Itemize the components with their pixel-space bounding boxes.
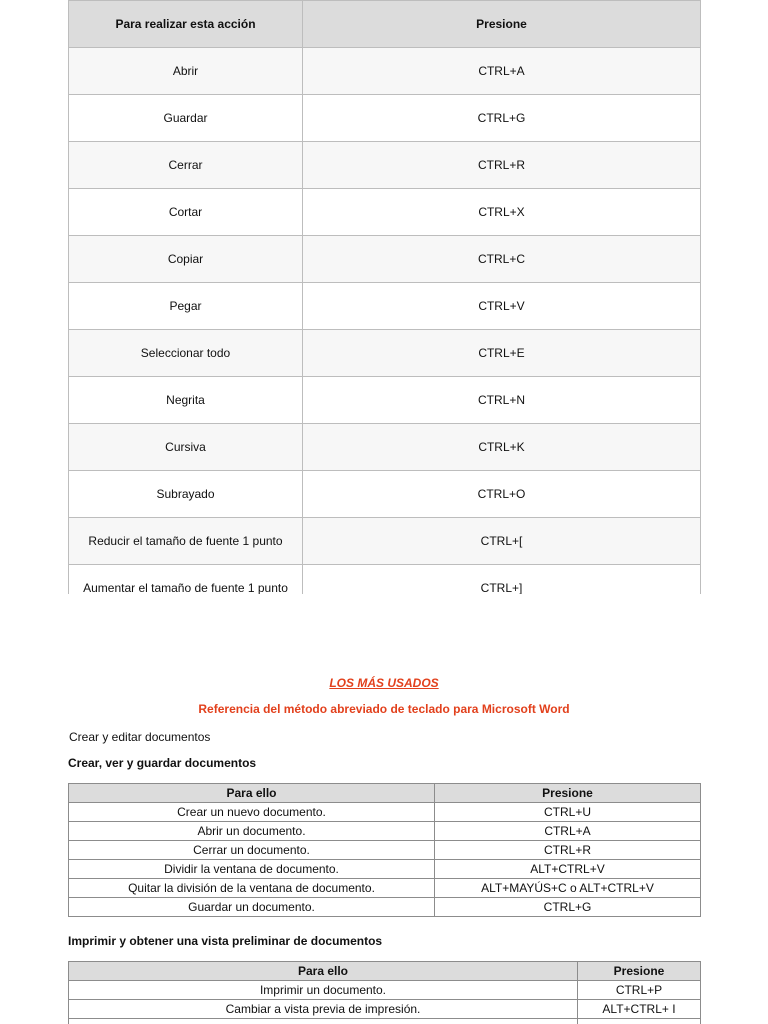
action-cell: Copiar <box>69 236 303 283</box>
table-row <box>69 48 701 95</box>
shortcut-cell: ALT+MAYÚS+C o ALT+CTRL+V <box>435 879 701 898</box>
shortcut-cell: CTRL+K <box>303 424 701 471</box>
action-cell: Dividir la ventana de documento. <box>69 860 435 879</box>
shortcut-cell: CTRL+A <box>435 822 701 841</box>
shortcut-cell: CTRL+C <box>303 236 701 283</box>
table-row <box>69 330 701 377</box>
action-cell: Cortar <box>69 189 303 236</box>
column-header-press: Presione <box>435 784 701 803</box>
action-cell: Abrir <box>69 48 303 95</box>
table-row <box>69 236 701 283</box>
table-row <box>69 283 701 330</box>
table-row <box>69 860 701 879</box>
table-row <box>69 565 701 595</box>
shortcut-cell: CTRL+V <box>303 283 701 330</box>
column-header-to-do: Para ello <box>69 784 435 803</box>
table-row <box>69 879 701 898</box>
shortcut-cell: ALT+CTRL+V <box>435 860 701 879</box>
table-row <box>69 1000 701 1019</box>
print-preview-table <box>68 961 701 1024</box>
column-header-to-do: Para ello <box>69 962 578 981</box>
table-row <box>69 189 701 236</box>
create-view-save-table <box>68 783 701 917</box>
action-cell: Pegar <box>69 283 303 330</box>
action-cell: Guardar un documento. <box>69 898 435 917</box>
shortcut-cell: ALT+CTRL+ I <box>578 1000 701 1019</box>
table-row <box>69 471 701 518</box>
shortcut-cell: CTRL+O <box>303 471 701 518</box>
shortcut-table <box>68 0 701 594</box>
section-heading-link[interactable]: LOS MÁS USADOS <box>329 676 439 690</box>
action-cell: Cerrar un documento. <box>69 841 435 860</box>
table-row <box>69 841 701 860</box>
action-cell: Cursiva <box>69 424 303 471</box>
shortcut-cell: CTRL+X <box>303 189 701 236</box>
subsection-title-print: Imprimir y obtener una vista preliminar de documentos <box>68 934 383 948</box>
table-row <box>69 981 701 1000</box>
action-cell: Guardar <box>69 95 303 142</box>
action-cell: Reducir el tamaño de fuente 1 punto <box>69 518 303 565</box>
shortcut-cell: CTRL+G <box>303 95 701 142</box>
column-header-press: Presione <box>578 962 701 981</box>
shortcut-cell: CTRL+R <box>303 142 701 189</box>
action-cell: Seleccionar todo <box>69 330 303 377</box>
shortcut-cell: CTRL+P <box>578 981 701 1000</box>
action-cell: Crear un nuevo documento. <box>69 803 435 822</box>
shortcut-cell: CTRL+R <box>435 841 701 860</box>
shortcut-cell: CTRL+U <box>435 803 701 822</box>
subsection-title-create: Crear, ver y guardar documentos <box>68 756 257 770</box>
table-row <box>69 822 701 841</box>
shortcut-cell: CTRL+N <box>303 377 701 424</box>
table-row <box>69 1019 701 1024</box>
action-cell: Quitar la división de la ventana de documento. <box>69 879 435 898</box>
shortcut-cell: CTRL+A <box>303 48 701 95</box>
column-header-press: Presione <box>303 1 701 48</box>
table-header-row <box>69 962 701 981</box>
table-row <box>69 424 701 471</box>
intro-text: Crear y editar documentos <box>69 730 211 744</box>
table-header-row <box>69 784 701 803</box>
shortcut-cell: CTRL+] <box>303 565 701 595</box>
shortcut-cell: CTRL+[ <box>303 518 701 565</box>
table-row <box>69 898 701 917</box>
action-cell: Subrayado <box>69 471 303 518</box>
action-cell: Abrir un documento. <box>69 822 435 841</box>
page-2 <box>0 594 768 1024</box>
action-cell: Cambiar a vista previa de impresión. <box>69 1000 578 1019</box>
action-cell: Aumentar el tamaño de fuente 1 punto <box>69 565 303 595</box>
table-row <box>69 803 701 822</box>
table-row <box>69 518 701 565</box>
shortcut-cell <box>578 1019 701 1024</box>
shortcut-cell: CTRL+G <box>435 898 701 917</box>
action-cell: Cerrar <box>69 142 303 189</box>
table-row <box>69 95 701 142</box>
table-row <box>69 142 701 189</box>
section-subheading: Referencia del método abreviado de teclado para Microsoft Word <box>198 702 570 716</box>
action-cell <box>69 1019 578 1024</box>
table-header-row <box>69 1 701 48</box>
column-header-action: Para realizar esta acción <box>69 1 303 48</box>
action-cell: Imprimir un documento. <box>69 981 578 1000</box>
table-row <box>69 377 701 424</box>
shortcut-cell: CTRL+E <box>303 330 701 377</box>
action-cell: Negrita <box>69 377 303 424</box>
